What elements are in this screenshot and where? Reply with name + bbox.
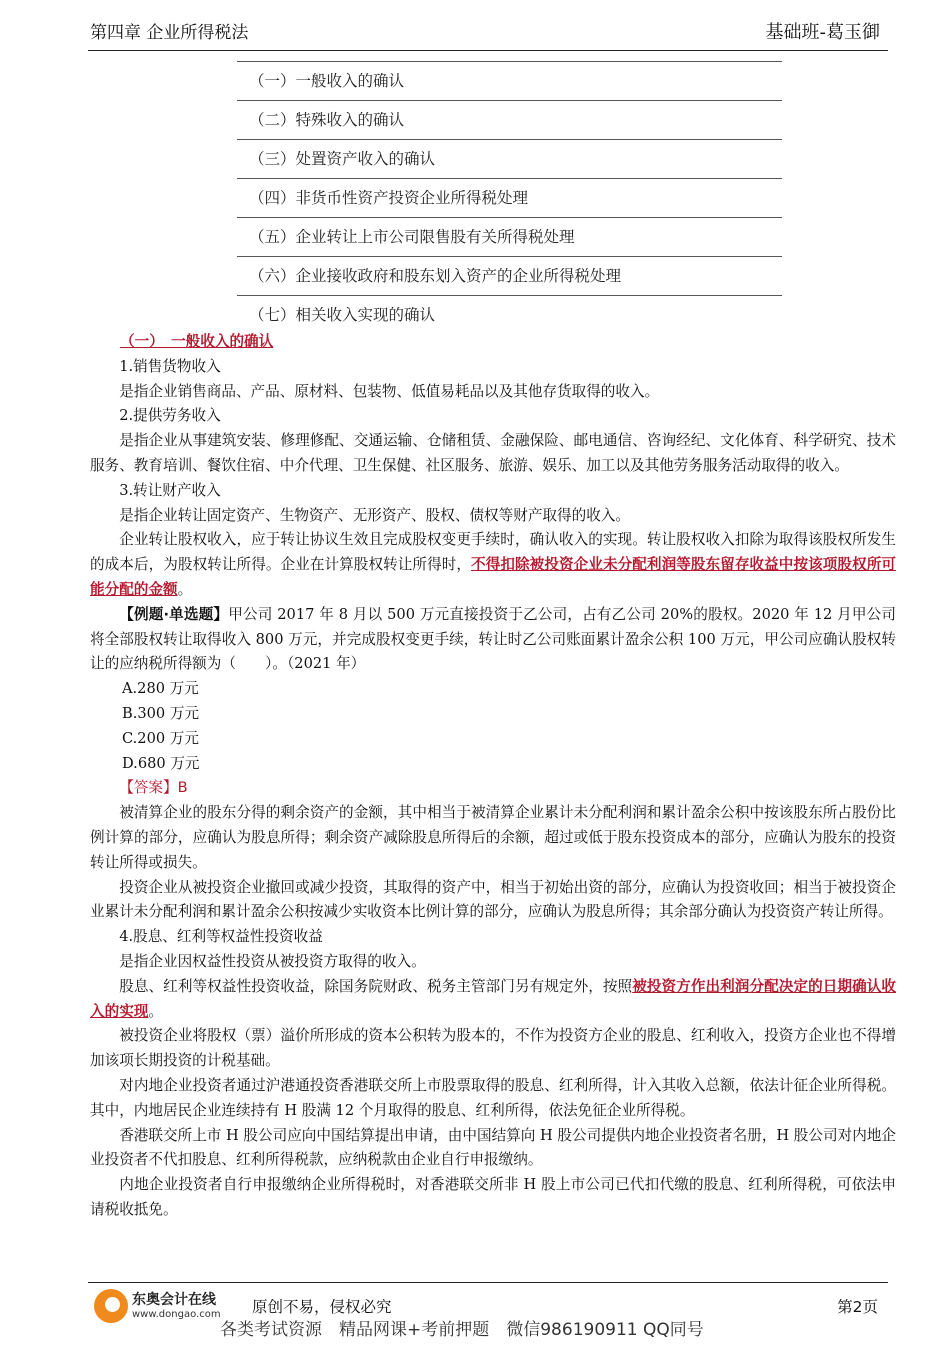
option-d: D.680 万元 [122,754,200,772]
paragraph-text: 。 [148,1002,163,1020]
subheading: 2.提供劳务收入 [119,407,221,425]
paragraph-text: 股息、红利等权益性投资收益，除国务院财政、税务主管部门另有规定外，按照 [119,977,633,995]
paragraph: 是指企业转让固定资产、生物资产、无形资产、股权、债权等财产取得的收入。 [119,506,630,524]
toc-item: （二）特殊收入的确认 [237,101,782,140]
subheading: 3.转让财产收入 [119,481,221,499]
paragraph: 投资企业从被投资企业撤回或减少投资，其取得的资产中，相当于初始出资的部分，应确认为投资收回；相当于被投资企业累计未分配利润和累计盈余公积按减少实收资本比例计算的部分，应确认为股息所得；其余部分确认为投资资产转让所得。 [90,878,896,921]
paragraph-text: 企业转让股权收入，应于转让协议生效且完成股权变更手续时，确认收入的实现。转让股权收入扣除为取得该股权所发生的成本后，为股权转让所得。企业在计算股权转让所得时， [90,531,896,574]
toc-item: （四）非货币性资产投资企业所得税处理 [237,179,782,218]
promo-text: 各类考试资源 精品网课+考前押题 微信986190911 QQ同号 [220,1320,704,1340]
subheading: 1.销售货物收入 [119,357,221,375]
option-b: B.300 万元 [122,704,200,722]
subheading: 4.股息、红利等权益性投资收益 [119,928,323,946]
page-header [88,14,888,51]
toc-item: （一）一般收入的确认 [237,61,782,101]
logo-name: 东奥会计在线 [132,1292,216,1308]
toc-item: （五）企业转让上市公司限售股有关所得税处理 [237,218,782,257]
toc-item: （六）企业接收政府和股东划入资产的企业所得税处理 [237,257,782,296]
toc-item: （三）处置资产收入的确认 [237,140,782,179]
paragraph: 内地企业投资者自行申报缴纳企业所得税时，对香港联交所非 H 股上市公司已代扣代缴的股息、红利所得税，可依法申请税收抵免。 [90,1176,896,1218]
class-name: 基础班-葛玉御 [765,22,880,43]
copyright-slogan: 原创不易，侵权必究 [252,1298,392,1316]
paragraph: 被投资企业将股权（票）溢价所形成的资本公积转为股本的，不作为投资方企业的股息、红利收入，投资方企业也不得增加该项长期投资的计税基础。 [90,1027,896,1070]
logo-url: www.dongao.com [132,1309,221,1320]
section-title: （一） 一般收入的确认 [120,333,274,350]
paragraph-text: 。 [177,580,193,598]
paragraph [90,528,896,602]
toc-item: （七）相关收入实现的确认 [249,306,436,324]
paragraph: 对内地企业投资者通过沪港通投资香港联交所上市股票取得的股息、红利所得，计入其收入总额，依法计征企业所得税。其中，内地居民企业连续持有 H 股满 12 个月取得的股息、红利所得，依法免征企业所得税。 [90,1076,896,1119]
dongao-logo-icon [94,1289,128,1323]
highlight-text: 被投资方作出利润分配决定的日期确认收入的实现 [90,977,896,1020]
page-number: 第2页 [837,1298,878,1316]
main-content [90,330,896,1223]
paragraph: 被清算企业的股东分得的剩余资产的金额，其中相当于被清算企业累计未分配利润和累计盈余公积中按该股东所占股份比例计算的部分，应确认为股息所得；剩余资产减除股息所得后的余额，超过或低于股东投资成本的部分，应确认为股东的投资转让所得或损失。 [90,804,896,871]
paragraph [90,975,896,1025]
paragraph: 是指企业从事建筑安装、修理修配、交通运输、仓储租赁、金融保险、邮电通信、咨询经纪、文化体育、科学研究、技术服务、教育培训、餐饮住宿、中介代理、卫生保健、社区服务、旅游、娱乐、加工以及其他劳务服务活动取得的收入。 [90,432,896,474]
chapter-title: 第四章 企业所得税法 [90,23,249,43]
option-a: A.280 万元 [122,680,199,698]
page-footer [88,1282,888,1343]
paragraph: 是指企业销售商品、产品、原材料、包装物、低值易耗品以及其他存货取得的收入。 [119,382,660,400]
paragraph: 香港联交所上市 H 股公司应向中国结算提出申请，由中国结算向 H 股公司提供内地企业投资者名册，H 股公司对内地企业投资者不代扣股息、红利所得税款，应纳税款由企业自行申报缴纳。 [90,1126,896,1169]
paragraph: 是指企业因权益性投资从被投资方取得的收入。 [119,952,426,970]
example-text: 甲公司 2017 年 8 月以 500 万元直接投资于乙公司，占有乙公司 20%的股权。2020 年 12 月甲公司将全部股权转让取得收入 800 万元，并完成股权变更手续，转让时乙公司账面累计盈余公积 100 万元，甲公司应确认股权转让的应纳税所得额为（ ）。（2021 年） [90,605,897,673]
answer: 【答案】B [119,779,188,797]
toc-list [237,61,782,334]
highlight-text: 不得扣除被投资企业未分配利润等股东留存收益中按该项股权所可能分配的金额 [90,556,896,598]
example-label: 【例题·单选题】 [119,605,229,623]
option-c: C.200 万元 [122,729,199,747]
example-question [90,603,896,677]
